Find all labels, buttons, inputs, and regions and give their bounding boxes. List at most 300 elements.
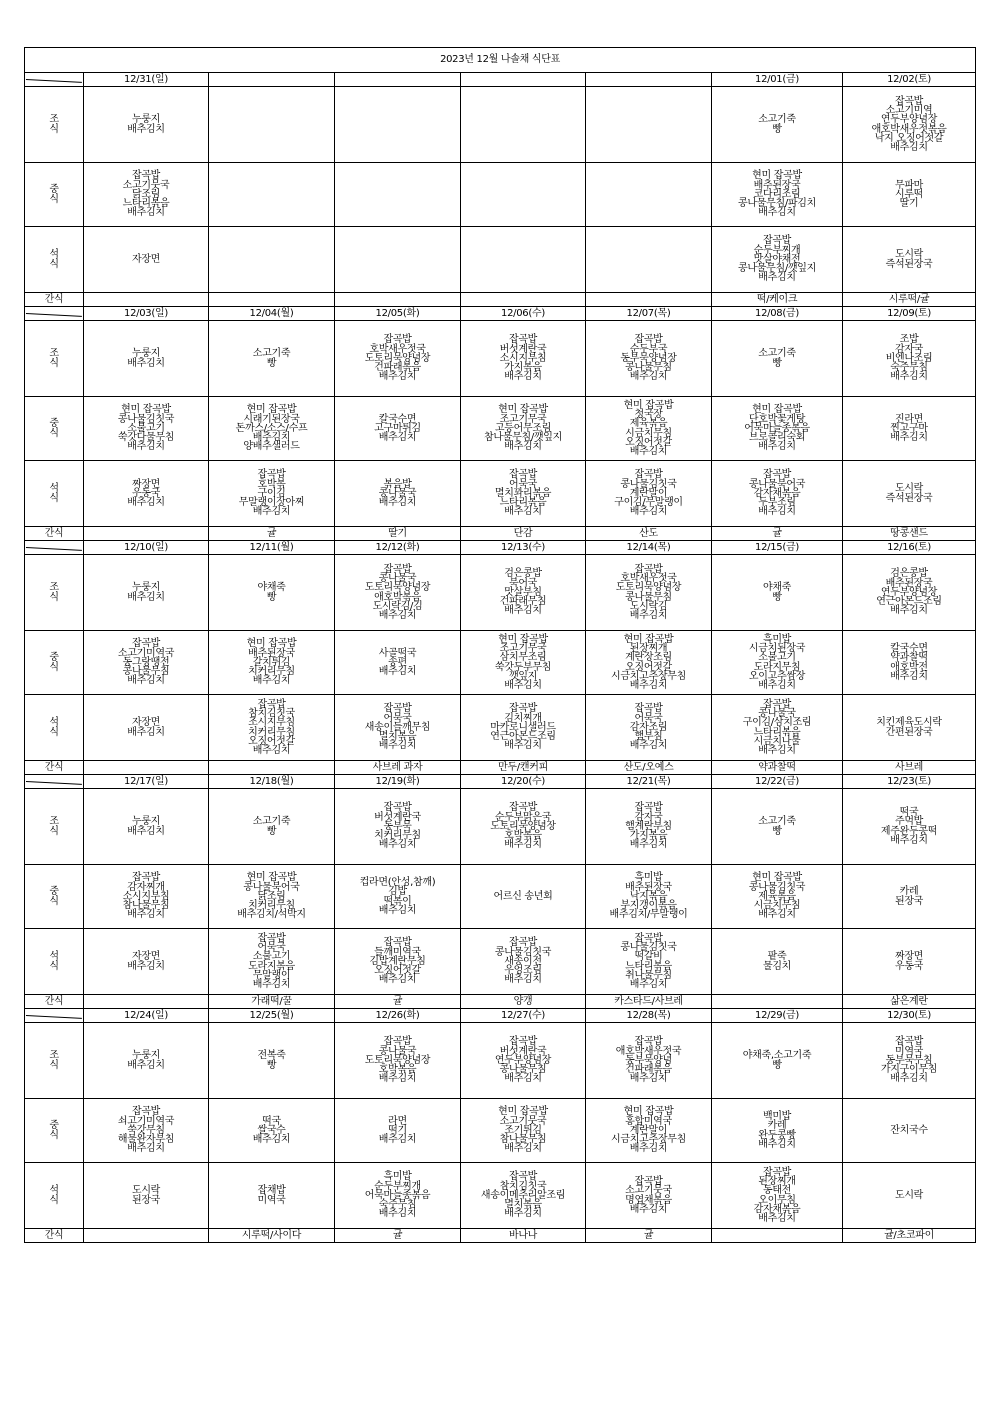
- menu-item: 배추김치: [504, 680, 542, 692]
- menu-item: 야채죽: [257, 582, 286, 594]
- lunch-row: [25, 163, 976, 227]
- menu-item: 조고기무국: [499, 642, 547, 654]
- menu-item: 전복죽: [257, 1050, 286, 1062]
- menu-cell: [84, 631, 209, 695]
- menu-item: 낙지 오징어젓갈: [874, 132, 944, 144]
- label-char: 조: [49, 348, 59, 360]
- date-cell: [461, 73, 586, 87]
- menu-item: 시금치나물: [753, 735, 801, 747]
- lunch-label: [25, 397, 84, 461]
- menu-item: 자장면: [131, 253, 161, 265]
- date-row: [25, 775, 976, 789]
- menu-item: 연두부양념장: [494, 1054, 552, 1066]
- menu-item: 배추김치: [504, 1073, 542, 1085]
- breakfast-row: [25, 555, 976, 631]
- dinner-label: [25, 1163, 84, 1229]
- menu-item: 조고기무국: [499, 413, 547, 425]
- menu-cell: [712, 397, 843, 461]
- menu-item: 완두콩빵: [758, 1129, 796, 1141]
- menu-item: 주먹밥: [894, 816, 924, 828]
- diagonal-line: [26, 547, 82, 551]
- label-char: 식: [49, 357, 59, 369]
- menu-item: 검은콩밥: [890, 568, 928, 580]
- menu-cell: [335, 227, 461, 293]
- menu-item: 배추김치: [504, 371, 542, 383]
- menu-item: 시금치고추장무침: [611, 670, 686, 682]
- menu-item: 현미 잡곡밥: [623, 1106, 674, 1118]
- menu-cell: [335, 555, 461, 631]
- breakfast-row: [25, 321, 976, 397]
- menu-item: 배추김치: [504, 740, 542, 752]
- menu-item: 카레: [767, 1120, 787, 1132]
- label-char: 석: [49, 483, 59, 495]
- menu-item: 콩나물무침: [499, 1064, 547, 1076]
- menu-item: 배추김치: [127, 123, 165, 135]
- menu-item: 감자채볶음: [753, 1203, 801, 1215]
- menu-cell: [335, 87, 461, 163]
- menu-cell: [712, 87, 843, 163]
- menu-cell: [209, 631, 335, 695]
- menu-item: 순두부맑은국: [494, 811, 552, 823]
- menu-item: 어묵마늘종볶음: [364, 1189, 431, 1201]
- snack-label: 간식: [25, 293, 84, 307]
- menu-item: 치커리무침: [374, 830, 421, 842]
- menu-item: 배추김치: [890, 670, 928, 682]
- menu-item: 빵: [772, 1059, 782, 1071]
- menu-cell: [843, 397, 976, 461]
- menu-item: 배추김치: [629, 740, 668, 752]
- menu-item: 배추김치: [504, 1208, 542, 1220]
- menu-item: 빵: [772, 357, 782, 369]
- menu-item: 닭조림: [257, 890, 286, 902]
- menu-item: 콩나물김칫국: [620, 941, 677, 953]
- menu-item: 배추김치: [629, 1143, 668, 1155]
- menu-item: 잡곡밥: [383, 563, 412, 575]
- menu-cell: [209, 397, 335, 461]
- menu-item: 야채죽: [762, 582, 792, 594]
- menu-item: 잡곡밥: [508, 937, 538, 949]
- menu-item: 우동국: [131, 487, 161, 499]
- menu-cell: [586, 1023, 712, 1099]
- menu-item: 건파래볶음: [374, 362, 421, 374]
- menu-item: 배추된장국: [753, 179, 801, 191]
- menu-item: 새송이들깨무침: [364, 721, 431, 733]
- menu-item: 잡채밥: [257, 1185, 286, 1197]
- diagonal-line: [26, 313, 82, 317]
- lunch-label: [25, 1099, 84, 1163]
- date-cell: 12/20(수): [461, 775, 586, 789]
- menu-cell: [843, 1163, 976, 1229]
- menu-item: 조기튀김: [504, 1124, 542, 1136]
- menu-item: 배추김치: [890, 1073, 928, 1085]
- menu-item: 잡곡밥: [634, 469, 663, 481]
- menu-item: 딸기: [899, 198, 919, 210]
- menu-item: 잡곡밥: [383, 334, 412, 346]
- corner-cell: [25, 73, 84, 87]
- menu-cell: [209, 929, 335, 995]
- menu-item: 가지볶음: [504, 362, 542, 374]
- snack-cell: 딸기: [335, 527, 461, 541]
- menu-cell: [586, 461, 712, 527]
- lunch-label: [25, 631, 84, 695]
- menu-item: 콩나물김칫국: [494, 946, 552, 958]
- menu-item: 치킨제육도시락: [876, 717, 942, 729]
- date-cell: 12/19(화): [335, 775, 461, 789]
- menu-item: 누룽지: [131, 348, 161, 360]
- menu-cell: [843, 929, 976, 995]
- menu-item: 배추된장국: [248, 647, 295, 659]
- menu-item: 브로콜리숙회: [748, 432, 806, 444]
- menu-cell: [84, 321, 209, 397]
- menu-item: 고등어무조림: [494, 422, 552, 434]
- snack-cell: 카스타드/사브레: [586, 995, 712, 1009]
- corner-cell: [25, 307, 84, 321]
- menu-item: 김밥계란무침: [369, 955, 426, 967]
- menu-item: 양배추샐러드: [243, 441, 300, 453]
- menu-cell: [209, 87, 335, 163]
- menu-item: 사골떡국: [378, 647, 417, 659]
- date-cell: 12/06(수): [461, 307, 586, 321]
- menu-cell: [461, 695, 586, 761]
- lunch-row: [25, 865, 976, 929]
- menu-item: 소고기죽: [252, 348, 291, 360]
- menu-item: 잡곡밥: [508, 1171, 538, 1183]
- menu-item: 배추김치: [504, 441, 542, 453]
- menu-item: 고구마튀김: [374, 422, 421, 434]
- snack-cell: 땅콩샌드: [843, 527, 976, 541]
- menu-item: 현미 잡곡밥: [498, 1106, 548, 1118]
- menu-cell: [712, 321, 843, 397]
- lunch-row: [25, 397, 976, 461]
- menu-item: 배추김치: [629, 680, 668, 692]
- menu-item: 빵: [266, 591, 277, 603]
- menu-item: 제육볶음: [758, 890, 796, 902]
- label-char: 식: [49, 492, 59, 504]
- menu-item: 현미 잡곡밥: [498, 404, 548, 416]
- lunch-row: [25, 631, 976, 695]
- menu-cell: [586, 163, 712, 227]
- date-row: [25, 541, 976, 555]
- menu-cell: [461, 87, 586, 163]
- menu-item: 배추김치: [127, 1059, 165, 1071]
- menu-item: 잡곡밥: [762, 235, 792, 247]
- snack-cell: [461, 293, 586, 307]
- menu-item: 소고기죽: [758, 114, 796, 126]
- date-cell: 12/05(화): [335, 307, 461, 321]
- menu-item: 애호박전: [890, 661, 928, 673]
- menu-item: 간편된장국: [885, 726, 933, 738]
- meal-schedule-table: [24, 47, 976, 1243]
- menu-item: 취나물무침: [625, 969, 672, 981]
- menu-cell: [461, 929, 586, 995]
- menu-item: 소고기뭇국: [625, 1185, 672, 1197]
- label-char: 식: [49, 258, 59, 270]
- menu-item: 현미 잡곡밥: [623, 633, 674, 645]
- menu-item: 무파마: [894, 179, 924, 191]
- menu-item: 시래기된장국: [243, 413, 300, 425]
- menu-item: 송편: [388, 656, 407, 668]
- menu-item: 버섯계란국: [374, 811, 421, 823]
- menu-item: 된장국: [131, 1194, 161, 1206]
- breakfast-row: [25, 1023, 976, 1099]
- date-cell: 12/16(토): [843, 541, 976, 555]
- menu-item: 라면: [388, 1115, 407, 1127]
- label-char: 석: [49, 249, 59, 261]
- menu-cell: [335, 631, 461, 695]
- menu-item: 배추김치: [378, 1134, 417, 1146]
- menu-item: 빵: [772, 123, 782, 135]
- date-cell: [335, 73, 461, 87]
- snack-cell: 귤: [335, 1229, 461, 1243]
- snack-cell: 시루떡/귤: [843, 293, 976, 307]
- menu-item: 도시락: [894, 1189, 924, 1201]
- snack-cell: 바나나: [461, 1229, 586, 1243]
- snack-cell: 양갱: [461, 995, 586, 1009]
- menu-item: 배추김치/무말랭이: [609, 909, 688, 921]
- date-cell: 12/07(목): [586, 307, 712, 321]
- label-char: 식: [49, 1194, 59, 1206]
- menu-item: 감자국: [894, 343, 924, 355]
- menu-cell: [209, 1099, 335, 1163]
- menu-item: 누룽지: [131, 114, 161, 126]
- date-cell: 12/13(수): [461, 541, 586, 555]
- snack-row: [25, 761, 976, 775]
- menu-item: 도토리묵양념장: [615, 582, 682, 594]
- menu-item: 배추김치: [890, 142, 928, 154]
- menu-item: 홍합미역국: [625, 1115, 672, 1127]
- menu-item: 배추김치: [252, 1134, 291, 1146]
- date-cell: 12/17(일): [84, 775, 209, 789]
- menu-cell: [586, 1163, 712, 1229]
- menu-item: 배추김치: [252, 432, 291, 444]
- menu-item: 배추김치: [758, 909, 796, 921]
- corner-cell: [25, 775, 84, 789]
- snack-cell: [84, 1229, 209, 1243]
- menu-item: 참치김칫국: [499, 1180, 547, 1192]
- menu-item: 제주완두콩떡: [880, 825, 938, 837]
- menu-cell: [335, 1163, 461, 1229]
- menu-item: 잡곡밥: [634, 563, 663, 575]
- snack-cell: [84, 761, 209, 775]
- label-char: 식: [49, 825, 59, 837]
- menu-item: 미역국: [894, 1045, 924, 1057]
- menu-item: 칼국수면: [378, 413, 417, 425]
- menu-cell: [586, 789, 712, 865]
- menu-item: 참나물무침: [499, 1134, 547, 1146]
- menu-item: 배추김치: [504, 1143, 542, 1155]
- menu-item: 가지볶음: [629, 830, 668, 842]
- label-char: 석: [49, 951, 59, 963]
- menu-item: 현미 잡곡밥: [121, 404, 171, 416]
- menu-cell: [586, 87, 712, 163]
- menu-cell: [712, 865, 843, 929]
- menu-item: 떡국: [899, 806, 919, 818]
- menu-item: 소시지부침: [122, 890, 170, 902]
- menu-item: 잡곡밥: [508, 469, 538, 481]
- snack-cell: 귤: [209, 527, 335, 541]
- menu-item: 멸치꽈리볶음: [494, 487, 552, 499]
- menu-cell: [209, 227, 335, 293]
- menu-item: 어묵국: [383, 712, 412, 724]
- menu-cell: [586, 397, 712, 461]
- menu-item: 감자국: [634, 811, 663, 823]
- menu-item: 소시지부침: [499, 352, 547, 364]
- menu-item: 배추김치: [127, 1143, 165, 1155]
- menu-item: 배추김치: [127, 497, 165, 509]
- snack-cell: [335, 293, 461, 307]
- snack-cell: 단감: [461, 527, 586, 541]
- menu-item: 잡곡밥: [131, 170, 161, 182]
- menu-item: 계란말이: [629, 487, 668, 499]
- breakfast-label: [25, 321, 84, 397]
- menu-item: 시금치고추장무침: [611, 1134, 686, 1146]
- menu-item: 배추김치: [504, 839, 542, 851]
- menu-item: 맛살부침: [504, 586, 542, 598]
- menu-cell: [335, 461, 461, 527]
- date-cell: 12/28(목): [586, 1009, 712, 1023]
- date-cell: 12/14(목): [586, 541, 712, 555]
- menu-item: 연근아몬드조림: [490, 731, 556, 743]
- menu-cell: [461, 1023, 586, 1099]
- menu-item: 잡곡밥: [508, 703, 538, 715]
- menu-cell: [335, 865, 461, 929]
- menu-item: 무말랭이장아찌: [238, 497, 305, 509]
- menu-item: 두부조림: [758, 497, 796, 509]
- menu-item: 찐고구마: [890, 422, 928, 434]
- menu-item: 진라면: [894, 413, 924, 425]
- label-char: 중: [49, 184, 59, 196]
- menu-item: 비엔나조림: [885, 352, 933, 364]
- menu-item: 떡갈비: [634, 951, 663, 963]
- menu-item: 잡곡밥: [257, 469, 286, 481]
- menu-cell: [209, 695, 335, 761]
- menu-item: 콩나물김칫국: [748, 881, 806, 893]
- menu-item: 즉석된장국: [885, 492, 933, 504]
- menu-item: 배추김치: [127, 675, 165, 687]
- menu-item: 호박볶음: [378, 1064, 417, 1076]
- menu-item: 짜장면: [131, 478, 161, 490]
- menu-item: 감자채볶음: [753, 487, 801, 499]
- date-row: [25, 1009, 976, 1023]
- date-cell: 12/24(일): [84, 1009, 209, 1023]
- menu-item: 현미 잡곡밥: [498, 633, 548, 645]
- menu-item: 배추김치: [504, 605, 542, 617]
- menu-cell: [586, 321, 712, 397]
- menu-item: 흑미밥: [383, 1171, 412, 1183]
- menu-cell: [586, 555, 712, 631]
- menu-item: 도토리묵양념장: [364, 582, 431, 594]
- menu-cell: [209, 555, 335, 631]
- menu-cell: [461, 397, 586, 461]
- menu-cell: [84, 695, 209, 761]
- snack-cell: 산도: [586, 527, 712, 541]
- menu-item: 애호박새우젓국: [615, 1045, 682, 1057]
- date-cell: 12/15(금): [712, 541, 843, 555]
- menu-item: 오이고추쌈장: [748, 670, 806, 682]
- menu-cell: [335, 789, 461, 865]
- menu-item: 해물완자부침: [117, 1134, 175, 1146]
- menu-item: 어묵마늘종볶음: [744, 422, 810, 434]
- menu-item: 흑미밥: [634, 872, 663, 884]
- menu-item: 버섯계란국: [499, 343, 547, 355]
- menu-item: 현미 잡곡밥: [752, 170, 802, 182]
- menu-cell: [843, 695, 976, 761]
- menu-item: 된장국: [894, 895, 924, 907]
- menu-item: 치커리무침: [248, 900, 295, 912]
- menu-item: 배추김치: [890, 605, 928, 617]
- menu-item: 가지구이무침: [880, 1064, 938, 1076]
- menu-cell: [209, 321, 335, 397]
- menu-item: 즉석된장국: [885, 258, 933, 270]
- menu-item: 어묵국: [257, 941, 286, 953]
- menu-item: 누룽지: [131, 582, 161, 594]
- date-cell: 12/31(일): [84, 73, 209, 87]
- menu-item: 도시락김: [629, 600, 668, 612]
- menu-item: 칼국수면: [890, 642, 928, 654]
- menu-item: 배추김치: [629, 506, 668, 518]
- snack-row: [25, 995, 976, 1009]
- menu-cell: [461, 865, 586, 929]
- snack-row: [25, 1229, 976, 1243]
- menu-item: 쑥갓무침: [127, 1124, 165, 1136]
- menu-item: 배추김치: [890, 432, 928, 444]
- menu-item: 현미 잡곡밥: [752, 404, 802, 416]
- menu-item: 소불고기: [252, 951, 291, 963]
- dinner-label: [25, 461, 84, 527]
- snack-row: [25, 293, 976, 307]
- snack-cell: [209, 761, 335, 775]
- snack-cell: 귤/초코파이: [843, 1229, 976, 1243]
- menu-item: 콩나물김칫국: [620, 478, 677, 490]
- menu-item: 현미 잡곡밥: [246, 872, 297, 884]
- menu-item: 빵: [772, 591, 782, 603]
- menu-cell: [84, 397, 209, 461]
- menu-item: 호박새우젓국: [620, 572, 677, 584]
- dinner-row: [25, 929, 976, 995]
- snack-cell: 가래떡/꿀: [209, 995, 335, 1009]
- menu-cell: [843, 321, 976, 397]
- menu-item: 짜장면: [894, 951, 924, 963]
- corner-cell: [25, 541, 84, 555]
- label-char: 중: [49, 1120, 59, 1132]
- snack-cell: 시루떡/사이다: [209, 1229, 335, 1243]
- date-cell: 12/29(금): [712, 1009, 843, 1023]
- menu-item: 도토리묵양념장: [490, 820, 556, 832]
- lunch-label: [25, 865, 84, 929]
- snack-cell: [209, 293, 335, 307]
- date-cell: 12/09(토): [843, 307, 976, 321]
- menu-item: 배추김치: [758, 1213, 796, 1225]
- label-char: 식: [49, 1059, 59, 1071]
- menu-item: 배추김치: [127, 357, 165, 369]
- menu-item: 애호박볶음: [374, 591, 421, 603]
- menu-item: 배추김치: [378, 1073, 417, 1085]
- menu-item: 떡국: [262, 1115, 281, 1127]
- label-char: 식: [49, 427, 59, 439]
- date-cell: 12/01(금): [712, 73, 843, 87]
- menu-item: 잡곡밥: [634, 334, 663, 346]
- menu-item: 무말랭이: [252, 969, 291, 981]
- menu-item: 잡곡밥: [894, 95, 924, 107]
- menu-item: 빵: [266, 357, 277, 369]
- menu-item: 우엉조림: [504, 965, 542, 977]
- menu-item: 배추김치: [758, 745, 796, 757]
- menu-cell: [461, 789, 586, 865]
- label-char: 조: [49, 582, 59, 594]
- menu-item: 멸치볶음: [378, 731, 417, 743]
- menu-cell: [461, 1099, 586, 1163]
- menu-item: 배추김치: [378, 1208, 417, 1220]
